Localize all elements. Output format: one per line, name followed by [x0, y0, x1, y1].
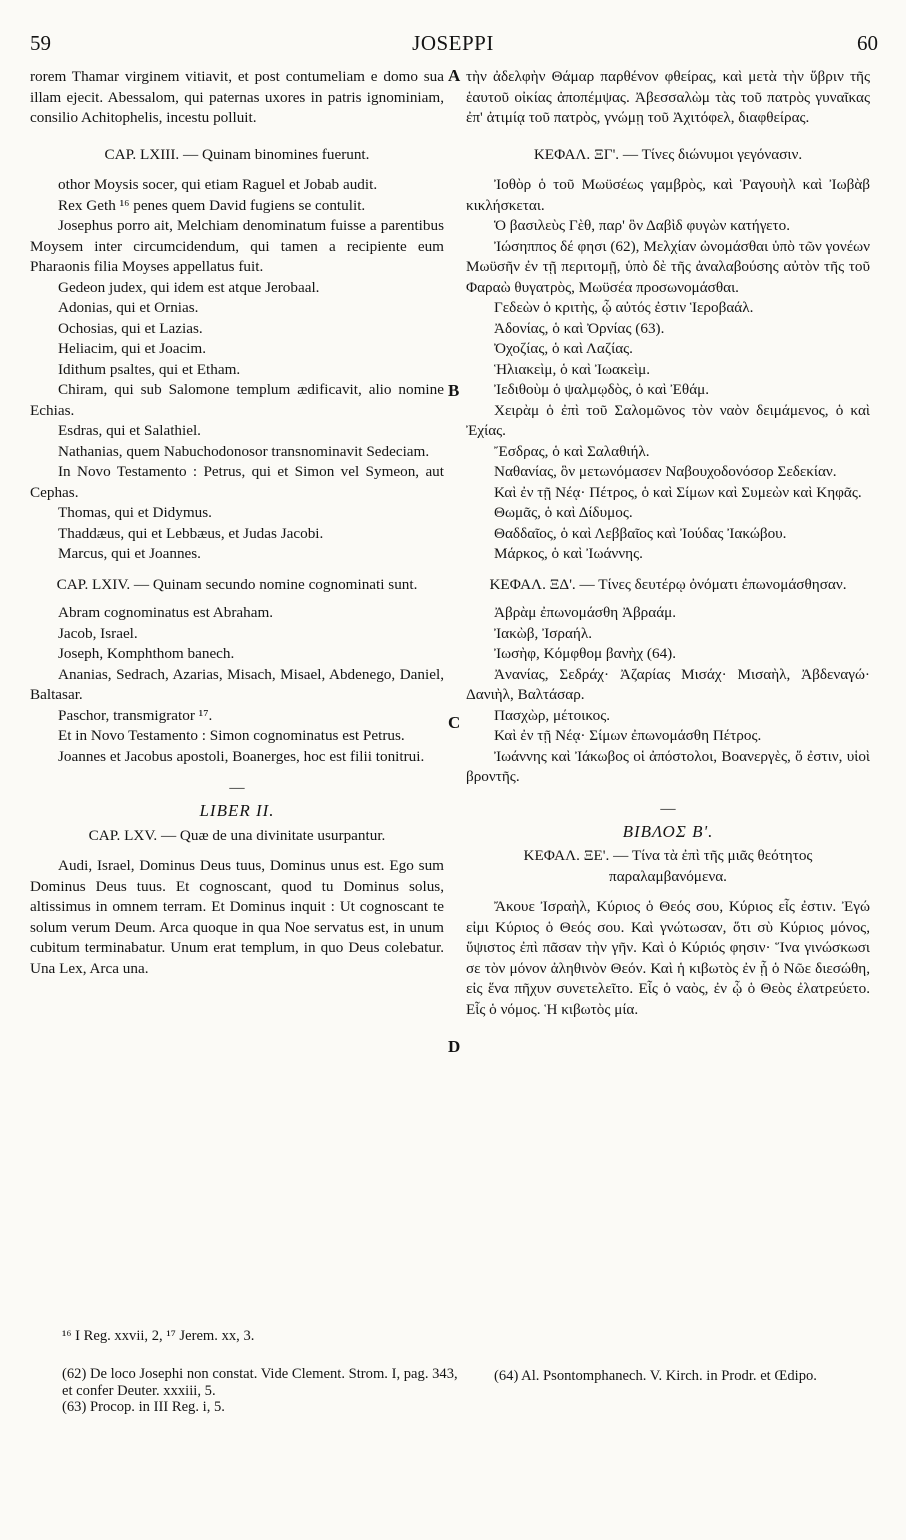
chapter-heading: CAP. LXIII. — Quinam binomines fuerunt. [104, 145, 370, 163]
chapter-heading: ΚΕΦΑΛ. ΞΓ'. — Τίνες διώνυμοι γεγόνασιν. [533, 145, 803, 163]
entry: Θωμᾶς, ὁ καὶ Δίδυμος. [494, 504, 633, 521]
latin-column [30, 67, 444, 979]
chapter-heading: ΚΕΦΑΛ. ΞΔ'. — Τίνες δευτέρῳ ὀνόματι ἐπωνομάσθησαν. [489, 575, 847, 593]
greek-column [466, 67, 870, 1020]
margin-letter-a: A [448, 66, 461, 85]
entry: othor Moysis socer, qui etiam Raguel et Jobab audit. [58, 176, 378, 193]
margin-letter-d: D [448, 1037, 461, 1056]
entry: Ἔσδρας, ὁ καὶ Σαλαθιήλ. [494, 442, 650, 460]
entry: Thomas, qui et Didymus. [58, 504, 212, 521]
chapter-heading: CAP. LXIV. — Quinam secundo nomine cognominati sunt. [56, 575, 418, 593]
page-number-right: 60 [857, 31, 878, 55]
entry: Joseph, Komphthom banech. [58, 645, 235, 662]
entry: Marcus, qui et Joannes. [58, 545, 201, 562]
latin-paragraph: rorem Thamar virginem vitiavit, et post contumeliam e domo sua illam ejecit. Abessalom, qui paternas uxores in patris ignominiam, consilio Achitophelis, incestu polluit. [30, 68, 444, 126]
entry: Gedeon judex, qui idem est atque Jerobaal. [58, 278, 320, 296]
entry: Ἡλιακεὶμ, ὁ καὶ Ἰωακεὶμ. [494, 360, 651, 378]
entry: Paschor, transmigrator ¹⁷. [58, 706, 213, 724]
entry: Χειρὰμ ὁ ἐπὶ τοῦ Σαλομῶνος τὸν ναὸν δειμάμενος, ὁ καὶ Ἐχίας. [466, 401, 870, 439]
entry: Ochosias, qui et Lazias. [58, 319, 203, 337]
footnote-62: (62) De loco Josephi non constat. Vide Clement. Strom. I, pag. 343, et confer Deuter. xxxiii, 5. [62, 1366, 458, 1399]
running-title: JOSEPPI [412, 31, 494, 55]
entry: Ὁ βασιλεὺς Γὲθ, παρ' ὃν Δαβὶδ φυγὼν κατήγετο. [494, 217, 791, 234]
scripture-references: ¹⁶ I Reg. xxvii, 2, ¹⁷ Jerem. xx, 3. [62, 1328, 255, 1344]
entry: Θαδδαῖος, ὁ καὶ Λεββαῖος καὶ Ἰούδας Ἰακώβου. [494, 524, 787, 542]
entry: Ἰώσηππος δέ φησι (62), Μελχίαν ὠνομάσθαι ὑπὸ τῶν γονέων Μωϋσῆν ἐν τῇ περιτομῇ, ὑπὸ δὲ τῆς ἀναλαβούσης αὐτὸν τῆς τοῦ Φαραὼ θυγατρὸς, Μωϋσέα προσωνομάσθαι. [466, 237, 870, 296]
footnotes-left [62, 1366, 462, 1416]
entry: Abram cognominatus est Abraham. [58, 604, 274, 621]
entry: Ananias, Sedrach, Azarias, Misach, Misael, Abdenego, Daniel, Baltasar. [30, 665, 444, 703]
scripture-paragraph: Ἄκουε Ἰσραὴλ, Κύριος ὁ Θεός σου, Κύριος εἷς ἐστιν. Ἐγώ εἰμι Κύριος ὁ Θεός σου. Καὶ γνώτωσαν, ὅτι σὺ Κύριος μόνος, ὕψιστος ἐπὶ πᾶσαν τὴν γῆν. Καὶ ὁ Κύριός φησιν· Ἵνα γινώσκωσι σε τὸν μόνον ἀληθινὸν Θεόν. Καὶ ἡ κιβωτὸς ἐν ᾗ ὁ Νῶε διεσώθη, εἰς ἕνα πῆχυν συνετελεῖτο. Εἷς ὁ ναὸς, ἐν ᾧ ὁ Θεὸς ἐλατρεύετο. Εἷς ὁ νόμος. Ἡ κιβωτὸς μία. [466, 898, 870, 1018]
separator-dash: — [229, 779, 245, 796]
entry: Thaddæus, qui et Lebbæus, et Judas Jacobi. [58, 524, 324, 542]
entry: Nathanias, quem Nabuchodonosor transnominavit Sedeciam. [58, 442, 430, 460]
chapter-heading: ΚΕΦΑΛ. ΞΕ'. — Τίνα τὰ ἐπὶ τῆς μιᾶς θεότητος παραλαμβανόμενα. [523, 847, 813, 885]
entry: Jacob, Israel. [58, 624, 138, 642]
entry: Γεδεὼν ὁ κριτὴς, ᾧ αὐτός ἐστιν Ἱεροβαάλ. [494, 299, 754, 316]
entry: Ἀδονίας, ὁ καὶ Ὀρνίας (63). [494, 319, 665, 337]
entry: In Novo Testamento : Petrus, qui et Simon vel Symeon, aut Cephas. [30, 463, 444, 501]
entry: Ναθανίας, ὃν μετωνόμασεν Ναβουχοδονόσορ Σεδεκίαν. [494, 463, 837, 480]
book-title: LIBER II. [199, 801, 275, 820]
entry: Καὶ ἐν τῇ Νέᾳ· Πέτρος, ὁ καὶ Σίμων καὶ Συμεὼν καὶ Κηφᾶς. [494, 483, 862, 501]
entry: Ἰωσὴφ, Κόμφθομ βανὴχ (64). [494, 645, 677, 662]
entry: Et in Novo Testamento : Simon cognominatus est Petrus. [58, 727, 405, 744]
entry: Esdras, qui et Salathiel. [58, 422, 201, 439]
separator-dash: — [660, 799, 676, 817]
entry: Adonias, qui et Ornias. [58, 299, 199, 316]
entry: Rex Geth ¹⁶ penes quem David fugiens se contulit. [58, 196, 366, 214]
entry: Idithum psaltes, qui et Etham. [58, 360, 241, 378]
entry: Ὀχοζίας, ὁ καὶ Λαζίας. [494, 340, 633, 357]
greek-paragraph: τὴν ἀδελφὴν Θάμαρ παρθένον φθείρας, καὶ μετὰ τὴν ὕβριν τῆς ἑαυτοῦ οἰκίας ἀποπέμψας. Ἀβεσσαλὼμ τὰς τοῦ πατρὸς γυναῖκας ἐπ' ἀτιμίᾳ τοῦ πατρὸς, γνώμῃ τοῦ Ἀχιτόφελ, διαφθείρας. [466, 68, 870, 126]
footnote-64: (64) Al. Psontomphanech. V. Kirch. in Prodr. et Œdipo. [494, 1368, 817, 1384]
footnote-63: (63) Procop. in III Reg. i, 5. [62, 1399, 225, 1415]
entry: Heliacim, qui et Joacim. [58, 340, 207, 357]
footnotes-right [494, 1368, 884, 1385]
chapter-heading: CAP. LXV. — Quæ de una divinitate usurpantur. [88, 826, 386, 844]
entry: Ἀνανίας, Σεδράχ· Ἀζαρίας Μισάχ· Μισαὴλ, Ἀβδεναγώ· Δανιὴλ, Βαλτάσαρ. [466, 665, 870, 703]
entry: Chiram, qui sub Salomone templum ædificavit, alio nomine Echias. [30, 381, 444, 419]
page-number-left: 59 [30, 31, 51, 55]
entry: Καὶ ἐν τῇ Νέᾳ· Σίμων ἐπωνομάσθη Πέτρος. [494, 727, 762, 744]
entry: Ἰωάννης καὶ Ἰάκωβος οἱ ἀπόστολοι, Βοανεργὲς, ὅ ἐστιν, υἱοὶ βροντῆς. [466, 747, 870, 785]
entry: Joannes et Jacobus apostoli, Boanerges, hoc est filii tonitrui. [58, 747, 425, 765]
book-title: ΒΙΒΛΟΣ Β'. [622, 821, 714, 841]
margin-letter-b: B [448, 381, 460, 400]
entry: Ἰοθὸρ ὁ τοῦ Μωϋσέως γαμβρὸς, καὶ Ῥαγουὴλ καὶ Ἰωβὰβ κικλήσκεται. [466, 176, 870, 214]
entry: Ἰεδιθοὺμ ὁ ψαλμῳδὸς, ὁ καὶ Ἐθάμ. [494, 381, 710, 398]
entry: Πασχὼρ, μέτοικος. [494, 706, 611, 724]
scripture-paragraph: Audi, Israel, Dominus Deus tuus, Dominus unus est. Ego sum Dominus Deus tuus. Et cognoscant, quod tu Dominus solus, altissimus in omnem terram. Et Dominus inquit : Ut cognoscant te solum verum Deum. Arca quoque in qua Noe servatus est, in unum cubitum terminabatur. Unum erat templum, in quo Deus colebatur. Una Lex, Arca una. [30, 857, 444, 977]
margin-letter-c: C [448, 713, 461, 732]
entry: Ἰακὼβ, Ἰσραήλ. [494, 624, 593, 642]
entry: Josephus porro ait, Melchiam denominatum fuisse a parentibus Moysem inter circumcidendum, qui tamen a recipiente eum Pharaonis filia Moyses appellatus fuit. [30, 217, 444, 275]
entry: Ἀβρὰμ ἐπωνομάσθη Ἀβραάμ. [494, 604, 677, 621]
entry: Μάρκος, ὁ καὶ Ἰωάννης. [494, 545, 643, 562]
